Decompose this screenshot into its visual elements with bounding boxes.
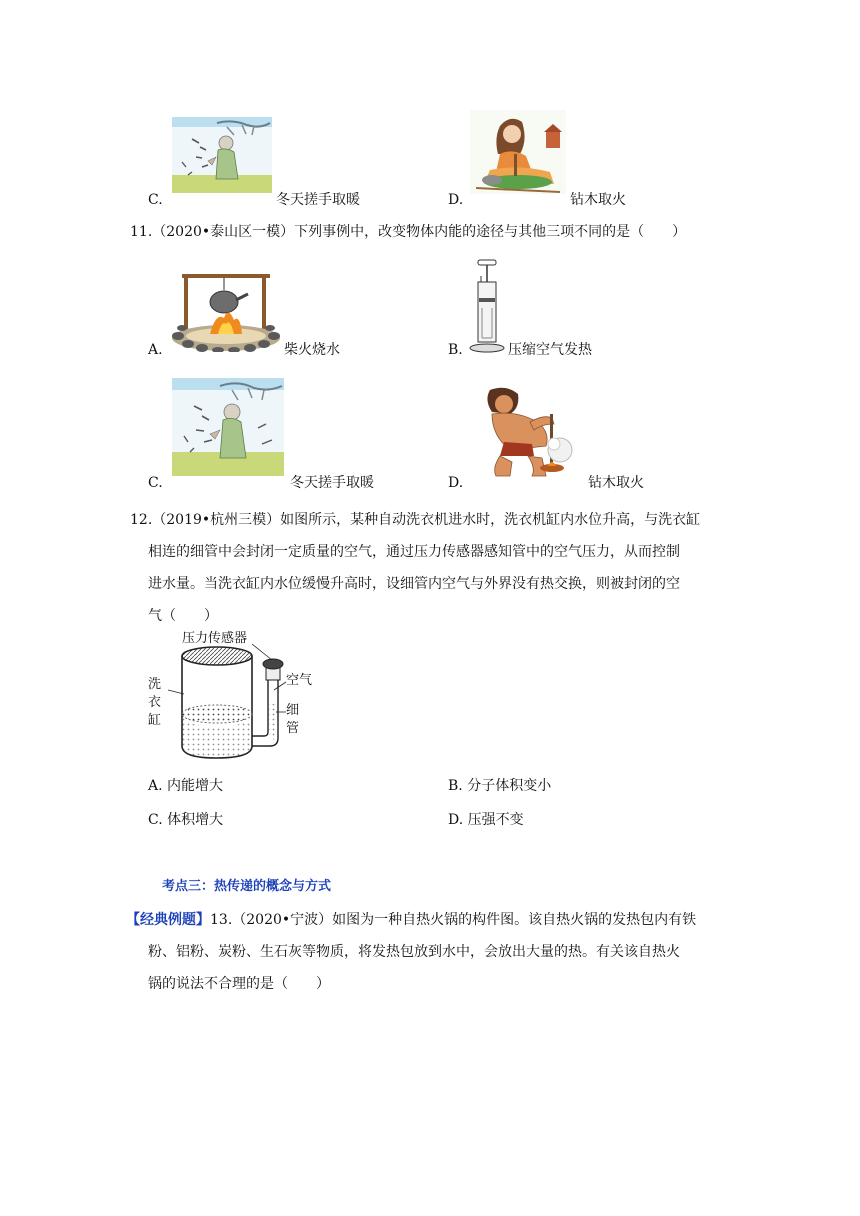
q10-option-d-label: 钻木取火	[570, 192, 626, 208]
tub-label-char-2: 衣	[148, 695, 162, 710]
q12-option-c-label: 体积增大	[167, 812, 224, 828]
tub-label-char-1: 洗	[148, 677, 162, 692]
washing-machine-figure	[146, 632, 326, 764]
q12-option-c-letter: C.	[148, 812, 163, 828]
q11-option-b-label: 压缩空气发热	[508, 342, 592, 358]
q12-source: （2019•杭州三模）	[152, 512, 281, 528]
q13-number: 13.	[210, 912, 233, 928]
q12-option-d-letter: D.	[448, 812, 464, 828]
q11-stem: 下列事例中，改变物体内能的途径与其他三项不同的是（ ）	[294, 224, 687, 240]
q10-option-d-letter: D.	[448, 192, 464, 208]
q13-line-3: 锅的说法不合理的是（ ）	[148, 976, 330, 992]
q12-option-c	[148, 810, 223, 830]
tube-label-char-1: 细	[286, 703, 300, 718]
pressure-sensor-label: 压力传感器	[182, 631, 248, 646]
q10-option-c-letter: C.	[148, 192, 163, 208]
q12-option-d	[448, 810, 524, 830]
q12-option-b-label: 分子体积变小	[467, 778, 552, 794]
q11-option-a-label: 柴火烧水	[284, 342, 340, 358]
q12-number: 12.	[130, 512, 153, 528]
campfire-kettle-icon	[170, 268, 282, 352]
section-3-title: 考点三：热传递的概念与方式	[162, 879, 332, 894]
tube-label	[286, 702, 299, 738]
girl-drilling-wood-icon	[470, 110, 566, 194]
q10-option-c-label: 冬天搓手取暖	[276, 192, 360, 208]
q12-option-d-label: 压强不变	[467, 812, 524, 828]
q13-line-1	[126, 904, 750, 936]
q12-line-3: 进水量。当洗衣缸内水位缓慢升高时，设细管内空气与外界没有热交换，则被封闭的空	[148, 576, 680, 592]
caveman-drilling-image	[470, 384, 578, 480]
q12-option-a-label: 内能增大	[167, 778, 224, 794]
q12-question	[130, 504, 730, 632]
q13-tag: 【经典例题】	[126, 912, 210, 928]
q12-line-2: 相连的细管中会封闭一定质量的空气，通过压力传感器感知管中的空气压力，从而控制	[148, 544, 680, 560]
person-rubbing-hands-icon	[172, 378, 284, 476]
tub-label	[148, 676, 161, 730]
person-rubbing-hands-icon	[172, 117, 272, 193]
air-label: 空气	[286, 673, 313, 688]
rubbing-hands-image	[172, 117, 272, 193]
q12-option-b	[448, 776, 551, 796]
campfire-image	[170, 268, 282, 352]
washing-tub-diagram-icon	[146, 632, 326, 764]
q11-number: 11.	[130, 224, 153, 240]
q12-line-4: 气（ ）	[148, 608, 218, 624]
q12-line-1	[130, 504, 730, 536]
q11-source: （2020•泰山区一模）	[152, 224, 295, 240]
air-compression-cylinder-icon	[468, 258, 508, 356]
q11-option-a-letter: A.	[148, 342, 163, 358]
q13-text-1: 如图为一种自热火锅的构件图。该自热火锅的发热包内有铁	[332, 912, 697, 928]
q11-option-c-letter: C.	[148, 475, 163, 491]
tube-label-char-2: 管	[286, 721, 300, 736]
tub-label-char-3: 缸	[148, 713, 162, 728]
air-compression-image	[468, 258, 508, 356]
q11-option-c-label: 冬天搓手取暖	[290, 475, 374, 491]
q11-option-d-label: 钻木取火	[588, 475, 644, 491]
q13-source: （2020•宁波）	[232, 912, 333, 928]
girl-drilling-image	[470, 110, 566, 194]
caveman-drilling-wood-icon	[470, 384, 578, 480]
rubbing-hands-image-2	[172, 378, 284, 476]
q11-option-d-letter: D.	[448, 475, 464, 491]
q12-option-b-letter: B.	[448, 778, 463, 794]
q13-question	[126, 904, 750, 1000]
q11-option-b-letter: B.	[448, 342, 463, 358]
q11-question	[130, 222, 686, 242]
q12-option-a	[148, 776, 223, 796]
q13-line-2: 粉、铝粉、炭粉、生石灰等物质，将发热包放到水中，会放出大量的热。有关该自热火	[148, 944, 680, 960]
q12-text-1: 如图所示，某种自动洗衣机进水时，洗衣机缸内水位升高，与洗衣缸	[280, 512, 701, 528]
q12-option-a-letter: A.	[148, 778, 163, 794]
